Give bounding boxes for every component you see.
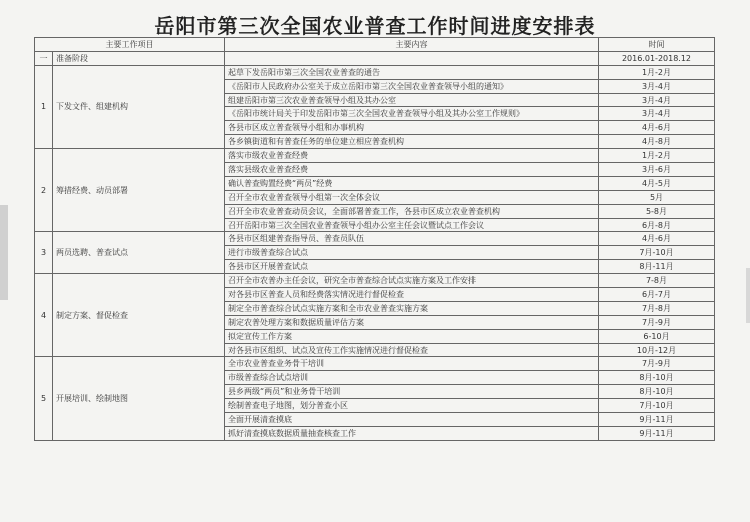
group-name: 两员选聘、普查试点: [53, 232, 225, 274]
task-time: 7月-8月: [599, 301, 715, 315]
group-name: 开展培训、绘制地图: [53, 357, 225, 440]
task-time: 3月-6月: [599, 163, 715, 177]
task-time: 7月-10月: [599, 246, 715, 260]
group-number: 2: [35, 149, 53, 232]
task-time: 1月-2月: [599, 65, 715, 79]
task-content: 拟定宣传工作方案: [225, 329, 599, 343]
task-content: 召开全市农业普查动员会议，全面部署普查工作，各县市区成立农业普查机构: [225, 204, 599, 218]
stage-number: 一: [35, 51, 53, 65]
task-content: 起草下发岳阳市第三次全国农业普查的通告: [225, 65, 599, 79]
stage-content: [225, 51, 599, 65]
task-time: 3月-4月: [599, 79, 715, 93]
task-time: 4月-8月: [599, 135, 715, 149]
task-content: 制定农普处理方案和数据质量评估方案: [225, 315, 599, 329]
task-content: 全市农业普查业务骨干培训: [225, 357, 599, 371]
task-content: 市级普查综合试点培训: [225, 371, 599, 385]
table-row: [35, 65, 715, 79]
task-time: 9月-11月: [599, 426, 715, 440]
page-edge-right: [746, 268, 750, 323]
task-content: 召开全市农业普查领导小组第一次全体会议: [225, 190, 599, 204]
group-number: 1: [35, 65, 53, 148]
table-row: [35, 357, 715, 371]
schedule-table: [34, 37, 715, 441]
group-number: 4: [35, 274, 53, 357]
task-time: 5月: [599, 190, 715, 204]
task-content: 各县市区成立普查领导小组和办事机构: [225, 121, 599, 135]
task-time: 3月-4月: [599, 107, 715, 121]
task-content: 县乡两级“两员”和业务骨干培训: [225, 385, 599, 399]
task-content: 制定全市普查综合试点实施方案和全市农业普查实施方案: [225, 301, 599, 315]
task-content: 抓好清查摸底数据质量抽查核查工作: [225, 426, 599, 440]
task-content: 各县市区组建普查指导员、普查员队伍: [225, 232, 599, 246]
group-name: 下发文件、组建机构: [53, 65, 225, 148]
group-number: 3: [35, 232, 53, 274]
task-time: 4月-6月: [599, 121, 715, 135]
page-title: 岳阳市第三次全国农业普查工作时间进度安排表: [154, 14, 596, 38]
header-content: 主要内容: [225, 38, 599, 52]
task-time: 3月-4月: [599, 93, 715, 107]
task-content: 全面开展清查摸底: [225, 413, 599, 427]
task-content: 各县市区开展普查试点: [225, 260, 599, 274]
task-time: 6月-8月: [599, 218, 715, 232]
stage-time: 2016.01-2018.12: [599, 51, 715, 65]
task-content: 确认普查购置经费“两员”经费: [225, 176, 599, 190]
group-name: 筹措经费、动员部署: [53, 149, 225, 232]
task-content: 《岳阳市统计局关于印发岳阳市第三次全国农业普查领导小组及其办公室工作规则》: [225, 107, 599, 121]
group-number: 5: [35, 357, 53, 440]
task-time: 6-10月: [599, 329, 715, 343]
group-name: 制定方案、督促检查: [53, 274, 225, 357]
task-content: 组建岳阳市第三次农业普查领导小组及其办公室: [225, 93, 599, 107]
table-row: [35, 232, 715, 246]
header-item: 主要工作项目: [35, 38, 225, 52]
task-time: 4月-6月: [599, 232, 715, 246]
task-time: 7-8月: [599, 274, 715, 288]
task-content: 进行市级普查综合试点: [225, 246, 599, 260]
task-time: 1月-2月: [599, 149, 715, 163]
task-time: 8月-10月: [599, 371, 715, 385]
task-time: 7月-9月: [599, 315, 715, 329]
task-content: 绘制普查电子地图，划分普查小区: [225, 399, 599, 413]
task-time: 5-8月: [599, 204, 715, 218]
task-content: 各乡镇街道和有普查任务的单位建立相应普查机构: [225, 135, 599, 149]
stage-name: 准备阶段: [53, 51, 225, 65]
task-content: 落实市级农业普查经费: [225, 149, 599, 163]
task-content: 对各县市区普查人员和经费落实情况进行督促检查: [225, 288, 599, 302]
table-row: [35, 274, 715, 288]
task-content: 召开岳阳市第三次全国农业普查领导小组办公室主任会议暨试点工作会议: [225, 218, 599, 232]
task-content: 对各县市区组织、试点及宣传工作实施情况进行督促检查: [225, 343, 599, 357]
task-content: 落实县级农业普查经费: [225, 163, 599, 177]
task-time: 9月-11月: [599, 413, 715, 427]
task-time: 6月-7月: [599, 288, 715, 302]
header-row: [35, 38, 715, 52]
task-content: 《岳阳市人民政府办公室关于成立岳阳市第三次全国农业普查领导小组的通知》: [225, 79, 599, 93]
task-time: 4月-5月: [599, 176, 715, 190]
page-edge-left: [0, 205, 8, 300]
task-content: 召开全市农普办主任会议，研究全市普查综合试点实施方案及工作安排: [225, 274, 599, 288]
task-time: 10月-12月: [599, 343, 715, 357]
task-time: 7月-10月: [599, 399, 715, 413]
header-time: 时间: [599, 38, 715, 52]
task-time: 8月-10月: [599, 385, 715, 399]
task-time: 7月-9月: [599, 357, 715, 371]
task-time: 8月-11月: [599, 260, 715, 274]
stage-row: [35, 51, 715, 65]
table-row: [35, 149, 715, 163]
